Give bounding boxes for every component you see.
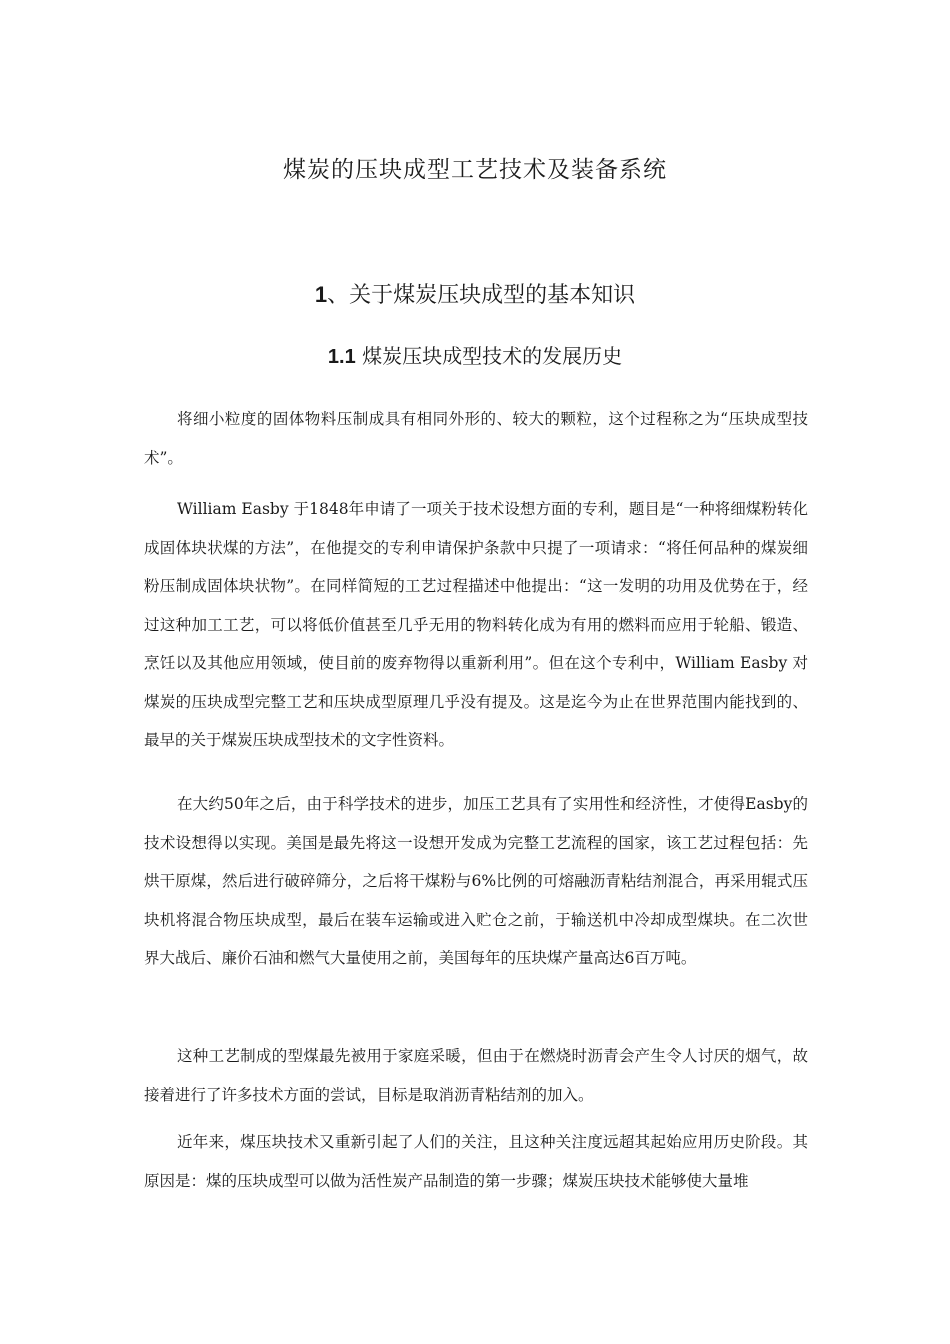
- paragraph-us-process: 在大约50年之后，由于科学技术的进步，加压工艺具有了实用性和经济性，才使得Easby的技术设想得以实现。美国是最先将这一设想开发成为完整工艺流程的国家，该工艺过程包括：先烘干原煤，然后进行破碎筛分，之后将干煤粉与6%比例的可熔融沥青粘结剂混合，再采用辊式压块机将混合物压块成型，最后在装车运输或进入贮仓之前，于输送机中冷却成型煤块。在二次世界大战后、廉价石油和燃气大量使用之前，美国每年的压块煤产量高达6百万吨。: [144, 795, 808, 967]
- paragraph-definition: 将细小粒度的固体物料压制成具有相同外形的、较大的颗粒，这个过程称之为“压块成型技术”。: [144, 410, 808, 467]
- subsection-number: 1.1: [327, 346, 356, 368]
- subsection-title: 煤炭压块成型技术的发展历史: [355, 344, 623, 368]
- section-title: 、关于煤炭压块成型的基本知识: [327, 283, 636, 308]
- paragraph-easby-patent: William Easby 于1848年申请了一项关于技术设想方面的专利，题目是“一种将细煤粉转化成固体块状煤的方法”，在他提交的专利申请保护条款中只提了一项请求：“将任何品种的煤炭细粉压制成固体块状物”。在同样简短的工艺过程描述中他提出：“这一发明的功用及优势在于，经过这种加工工艺，可以将低价值甚至几乎无用的物料转化成为有用的燃料而应用于轮船、锻造、烹饪以及其他应用领域，使目前的废弃物得以重新利用”。但在这个专利中，William Easby 对煤炭的压块成型完整工艺和压块成型原理几乎没有提及。这是迄今为止在世界范围内能找到的、最早的关于煤炭压块成型技术的文字性资料。: [144, 500, 808, 749]
- document-title: 煤炭的压块成型工艺技术及装备系统: [283, 157, 667, 183]
- subsection-heading: [0, 340, 950, 373]
- paragraph-household-use: 这种工艺制成的型煤最先被用于家庭采暖，但由于在燃烧时沥青会产生令人讨厌的烟气，故接着进行了许多技术方面的尝试，目标是取消沥青粘结剂的加入。: [144, 1047, 808, 1104]
- section-heading: [0, 278, 950, 313]
- section-number: 1: [314, 282, 328, 307]
- paragraph-recent-interest: 近年来，煤压块技术又重新引起了人们的关注，且这种关注度远超其起始应用历史阶段。其原因是：煤的压块成型可以做为活性炭产品制造的第一步骤；煤炭压块技术能够使大量堆: [144, 1133, 808, 1190]
